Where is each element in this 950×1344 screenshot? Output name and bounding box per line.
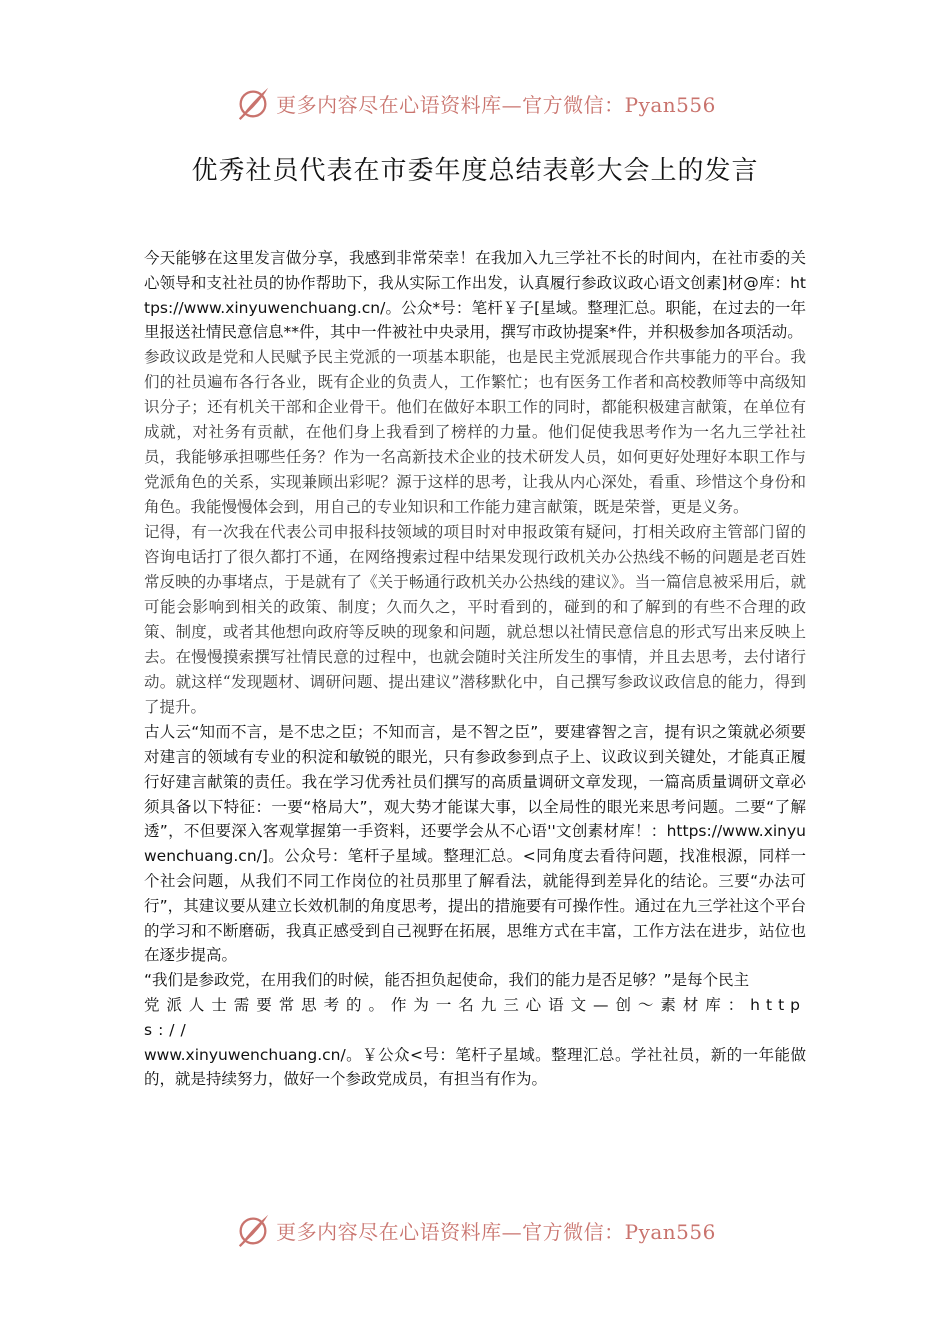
paragraph-3: 记得，有一次我在代表公司申报科技领域的项目时对申报政策有疑问，打相关政府主管部门留的咨询电话打了很久都打不通，在网络搜索过程中结果发现行政机关办公热线不畅的问题是老百姓常反映的办事堵点，于是就有了《关于畅通行政机关办公热线的建议》。当一篇信息被采用后，就可能会影响到相关的政策、制度；久而久之，平时看到的，碰到的和了解到的有些不合理的政策、制度，或者其他想向政府等反映的现象和问题，就总想以社情民意信息的形式写出来反映上去。在慢慢摸索撰写社情民意的过程中，也就会随时关注所发生的事情，并且去思考，去付诸行动。就这样“发现题材、调研问题、提出建议”潜移默化中，自己撰写参政议政信息的能力，得到了提升。: [144, 523, 806, 717]
banner-text: 更多内容尽在心语资料库—官方微信：Pyan556: [276, 92, 716, 117]
quill-logo-icon: [234, 84, 272, 122]
header-banner: [0, 83, 950, 123]
paragraph-5-line-2: 党派人士需要常思考的。作为一名九三心语文—创～素材库：https://: [144, 995, 806, 1039]
paragraph-2: 参政议政是党和人民赋予民主党派的一项基本职能，也是民主党派展现合作共事能力的平台。我们的社员遍布各行各业，既有企业的负责人，工作繁忙；也有医务工作者和高校教师等中高级知识分子；还有机关干部和企业骨干。他们在做好本职工作的同时，都能积极建言献策，在单位有成就，对社务有贡献，在他们身上我看到了榜样的力量。他们促使我思考作为一名九三学社社员，我能够承担哪些任务？作为一名高新技术企业的技术研发人员，如何更好处理好本职工作与党派角色的关系，实现兼顾出彩呢？源于这样的思考，让我从内心深处，看重、珍惜这个身份和角色。我能慢慢体会到，用自己的专业知识和工作能力建言献策，既是荣誉，更是义务。: [144, 348, 806, 517]
paragraph-4: 古人云“知而不言，是不忠之臣；不知而言，是不智之臣”，要建睿智之言，提有识之策就必须要对建言的领域有专业的积淀和敏锐的眼光，只有参政参到点子上、议政议到关键处，才能真正履行好建言献策的责任。我在学习优秀社员们撰写的高质量调研文章发现，一篇高质量调研文章必须具备以下特征：一要“格局大”，观大势才能谋大事，以全局性的眼光来思考问题。二要“了解透”，不但要深入客观掌握第一手资料，还要学会从不心语''文创素材库！：https://www.xinyuwenchuang.cn/]。公众号：笔杆子星域。整理汇总。<同角度去看待问题，找准根源，同样一个社会问题，从我们不同工作岗位的社员那里了解看法，就能得到差异化的结论。三要“办法可行”，其建议要从建立长效机制的角度思考，提出的措施要有可操作性。通过在九三学社这个平台的学习和不断磨砺，我真正感受到自己视野在拓展，思维方式在丰富，工作方法在进步，站位也在逐步提高。: [144, 723, 806, 965]
document-title: 优秀社员代表在市委年度总结表彰大会上的发言: [191, 156, 759, 186]
paragraph-1: 今天能够在这里发言做分享，我感到非常荣幸！在我加入九三学社不长的时间内，在社市委的关心领导和支社社员的协作帮助下，我从实际工作出发，认真履行参政议政心语文创素]材@库：https://www.xinyuwenchuang.cn/。公众*号：笔杆￥子[星域。整理汇总。职能，在过去的一年里报送社情民意信息**件，其中一件被社中央录用，撰写市政协提案*件，并积极参加各项活动。: [144, 249, 806, 342]
document-body: [144, 246, 806, 1092]
paragraph-5-line-1: “我们是参政党，在用我们的时候，能否担负起使命，我们的能力是否足够？”是每个民主: [144, 971, 750, 990]
banner-text: 更多内容尽在心语资料库—官方微信：Pyan556: [276, 1219, 716, 1244]
paragraph-5: [144, 968, 806, 1092]
paragraph-5-line-3: www.xinyuwenchuang.cn/。￥公众<号：笔杆子星域。整理汇总。学社社员，新的一年能做的，就是持续努力，做好一个参政党成员，有担当有作为。: [144, 1045, 806, 1089]
quill-logo-icon: [234, 1211, 272, 1249]
footer-banner: [0, 1210, 950, 1250]
